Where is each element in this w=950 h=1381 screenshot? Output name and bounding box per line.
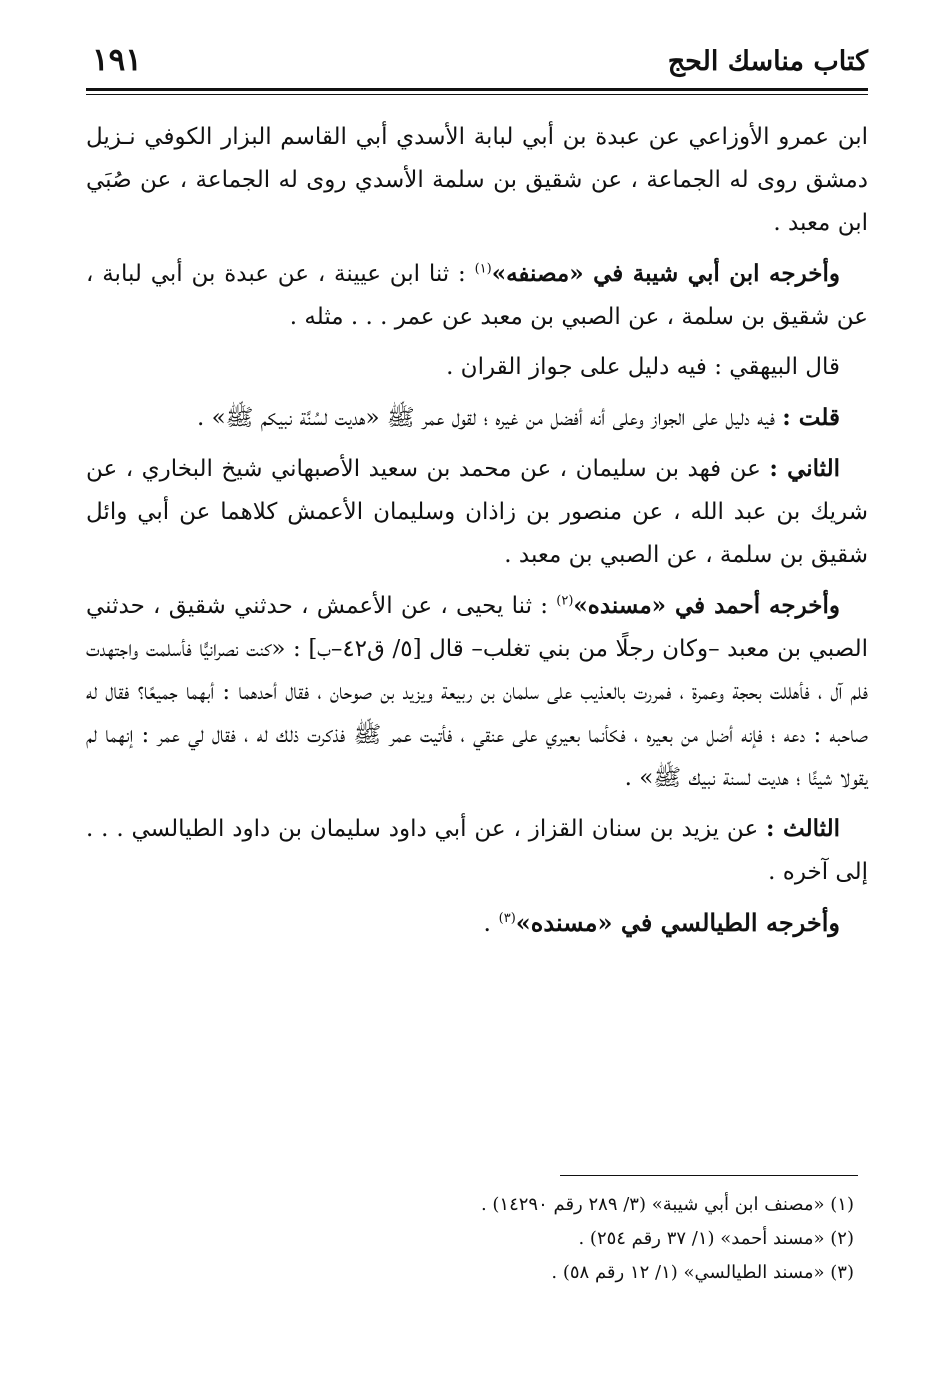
paragraph-5 (86, 447, 868, 577)
paragraph-2-lead: وأخرجه ابن أبي شيبة في «مصنفه» (491, 260, 840, 287)
paragraph-8-lead: وأخرجه الطيالسي في «مسنده» (515, 908, 840, 937)
paragraph-8-text: . (483, 909, 499, 937)
page-number: ١٩١ (92, 42, 142, 78)
footnote-ref-2: (٢) (556, 593, 574, 609)
footnotes (481, 1188, 854, 1290)
header-rule-thin (86, 94, 868, 95)
footnote-3: (٣) «مسند الطيالسي» (١/ ١٢ رقم ٥٨) . (551, 1262, 854, 1283)
paragraph-7-text: عن يزيد بن سنان القزاز ، عن أبي داود سليمان بن داود الطيالسي . . . إلى آخره . (86, 816, 868, 885)
footnote-2: (٢) «مسند أحمد» (١/ ٣٧ رقم ٢٥٤) . (578, 1228, 854, 1249)
paragraph-3: قال البيهقي : فيه دليل على جواز القران . (446, 354, 840, 380)
running-title: كتاب مناسك الحج (667, 46, 868, 77)
header-rule-thick (86, 88, 868, 91)
paragraph-7 (86, 807, 868, 894)
page-header (86, 38, 868, 86)
paragraph-5-text: عن فهد بن سليمان ، عن محمد بن سعيد الأصبهاني شيخ البخاري ، عن شريك بن عبد الله ، عن منصور بن زاذان وسليمان الأعمش كلاهما عن أبي وائل شقيق بن سلمة ، عن الصبي بن معبد . (86, 456, 868, 568)
paragraph-6-text: : ثنا يحيى ، عن الأعمش ، حدثني شقيق ، حدثني الصبي بن معبد –وكان رجلًا من بني تغلب– قال [٥/ ق٤٢–ب] : «كنت نصرانيًّا فأسلمت واجتهدت فلم آل ، فأهللت بحجة وعمرة ، فمررت بالعذيب على سلمان بن ربيعة ويزيد بن صوحان ، فقال أحدهما : أبهما جميعًا؟ فقال له صاحبه : دعه ؛ فإنه أضل من بعيره ، فكأنما بعيري على عنقي ، فأتيت عمر ﷺ فذكرت ذلك له ، فقال لي عمر : إنهما لم يقولا شيئًا ؛ هديت لسنة نبيك ﷺ» . (86, 593, 868, 791)
footnote-1: (١) «مصنف ابن أبي شيبة» (٣/ ٢٨٩ رقم ١٤٢٩٠) . (480, 1194, 854, 1215)
paragraph-6-lead: وأخرجه أحمد في «مسنده» (573, 592, 840, 619)
paragraph-2 (86, 252, 868, 339)
footnote-ref-1: (١) (474, 261, 492, 277)
paragraph-6 (86, 584, 868, 800)
main-text (86, 116, 868, 952)
footnote-separator (560, 1175, 858, 1176)
paragraph-2-text: : ثنا ابن عيينة ، عن عبدة بن أبي لبابة ، عن شقيق بن سلمة ، عن الصبي بن معبد عن عمر . . . مثله . (86, 261, 868, 330)
paragraph-7-lead: الثالث : (766, 815, 840, 842)
paragraph-4 (86, 396, 868, 440)
footnote-ref-3: (٣) (498, 911, 516, 926)
paragraph-8 (86, 901, 868, 945)
paragraph-5-lead: الثاني : (769, 455, 841, 482)
paragraph-4-lead: قلت : (782, 404, 840, 431)
paragraph-4-text: فيه دليل على الجواز وعلى أنه أفضل من غيره ؛ لقول عمر ﷺ «هديت لسُنَّة نبيكم ﷺ» . (196, 405, 783, 431)
paragraph-1: ابن عمرو الأوزاعي عن عبدة بن أبي لبابة الأسدي أبي القاسم البزار الكوفي نـزيل دمشق روى له الجماعة ، عن شقيق بن سلمة الأسدي روى له الجماعة ، عن صُبَي ابن معبد . (86, 124, 868, 236)
